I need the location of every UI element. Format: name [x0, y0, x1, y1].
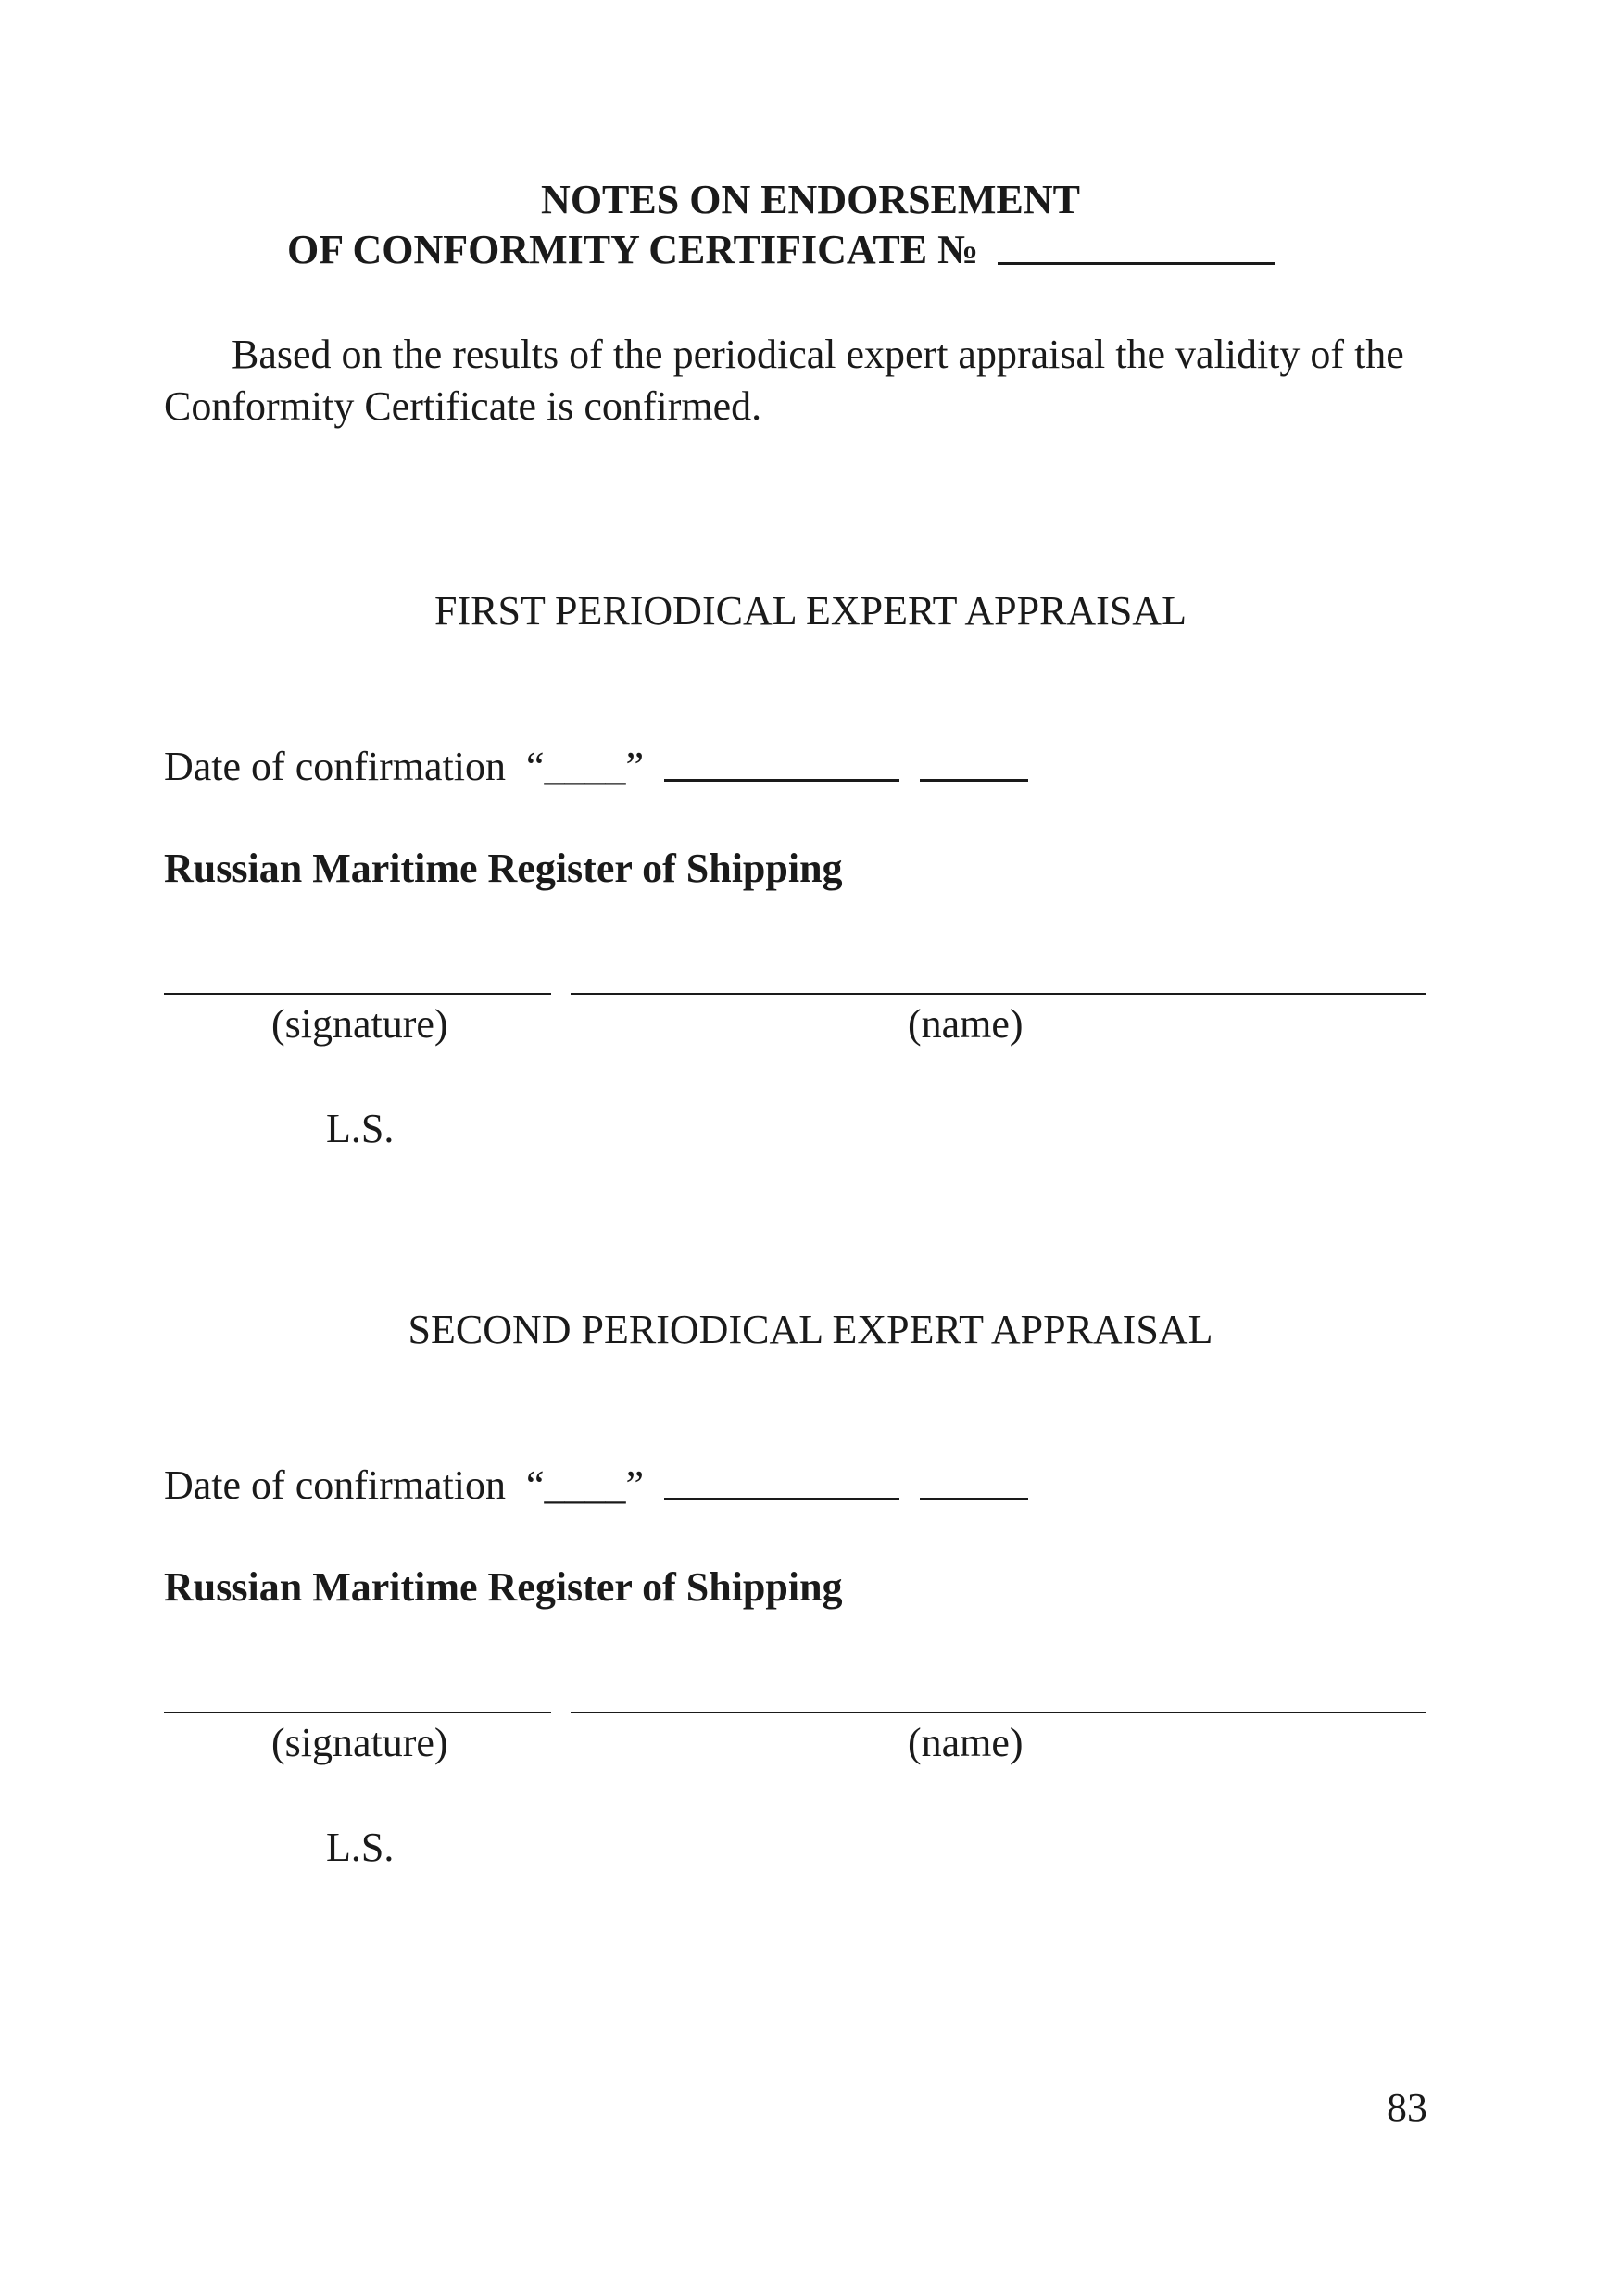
certificate-number-blank: [998, 262, 1275, 265]
second-date-day: “____”: [525, 1462, 645, 1508]
second-date-month-blank: [664, 1498, 899, 1500]
page-number: 83: [1387, 2085, 1427, 2130]
second-name-rule: [571, 1712, 1426, 1713]
document-title: NOTES ON ENDORSEMENT: [541, 177, 1080, 222]
intro-paragraph: [164, 329, 1438, 433]
second-name-caption: (name): [908, 1720, 1024, 1765]
first-signature-rule: [164, 993, 551, 995]
first-date-day: “____”: [525, 744, 645, 789]
first-date-line: [164, 743, 1028, 791]
certificate-number-label: OF CONFORMITY CERTIFICATE №: [287, 227, 979, 272]
first-name-caption: (name): [908, 1001, 1024, 1047]
first-date-year-blank: [920, 779, 1028, 782]
intro-text: Based on the results of the periodical expert appraisal the validity of the Conformity Certificate is confirmed.: [164, 332, 1404, 429]
first-seal-label: L.S.: [326, 1106, 395, 1151]
second-seal-label: L.S.: [326, 1825, 395, 1870]
second-date-year-blank: [920, 1498, 1028, 1500]
first-date-month-blank: [664, 779, 899, 782]
first-name-rule: [571, 993, 1426, 995]
first-date-label: Date of confirmation: [164, 744, 506, 789]
second-organization: Russian Maritime Register of Shipping: [164, 1564, 843, 1610]
second-date-label: Date of confirmation: [164, 1462, 506, 1508]
second-signature-caption: (signature): [271, 1720, 448, 1765]
second-appraisal-heading: SECOND PERIODICAL EXPERT APPRAISAL: [408, 1307, 1213, 1352]
document-subtitle: [287, 226, 1275, 274]
first-organization: Russian Maritime Register of Shipping: [164, 846, 843, 891]
first-appraisal-heading: FIRST PERIODICAL EXPERT APPRAISAL: [434, 588, 1187, 634]
first-signature-caption: (signature): [271, 1001, 448, 1047]
second-signature-rule: [164, 1712, 551, 1713]
second-date-line: [164, 1462, 1028, 1510]
